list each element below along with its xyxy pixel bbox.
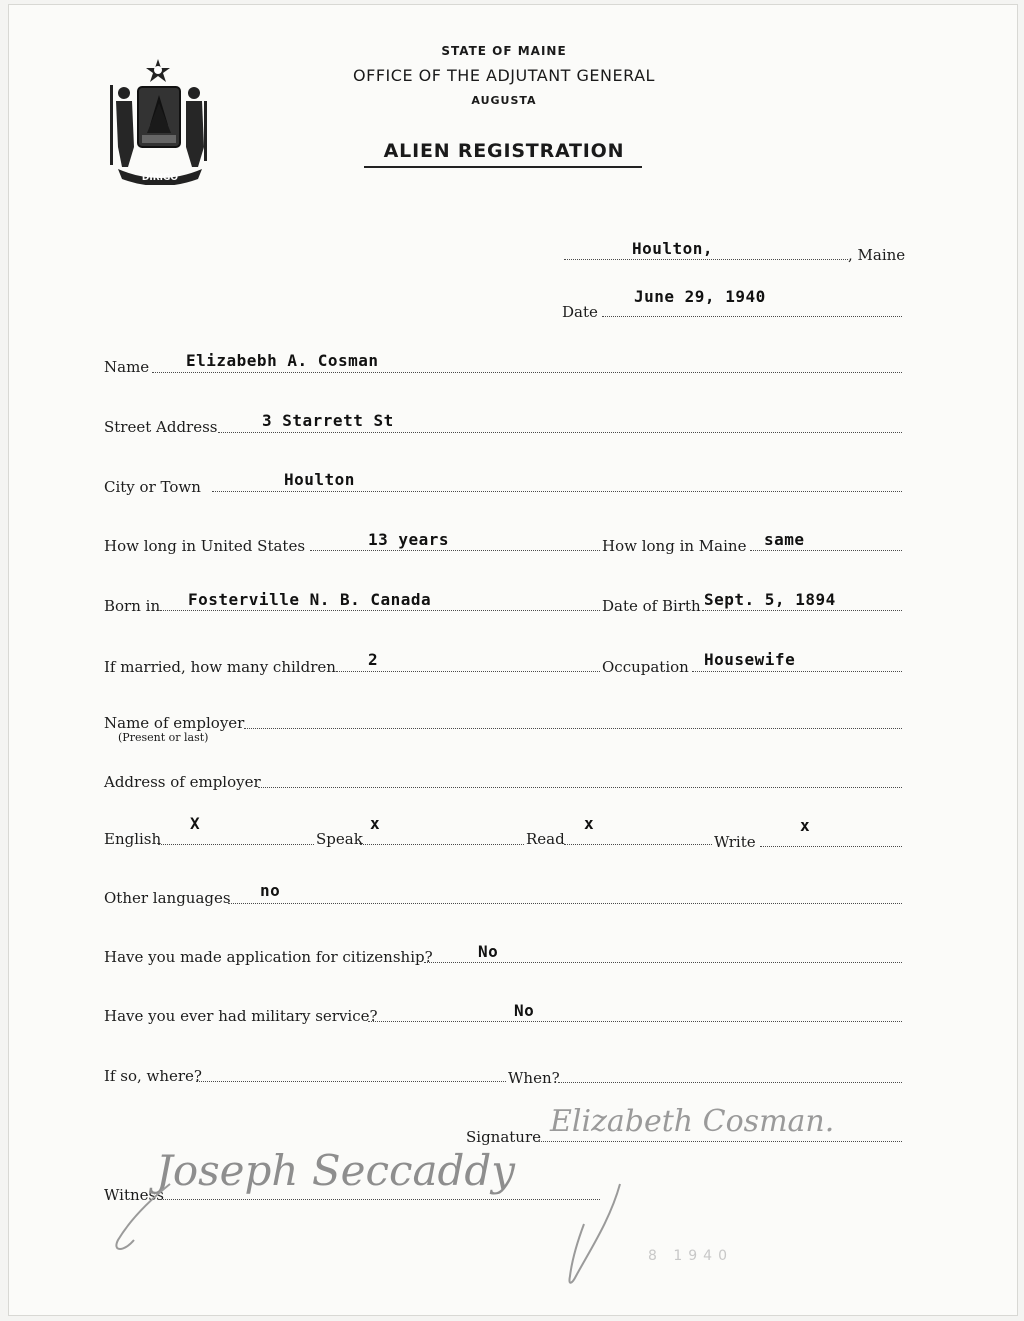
how-long-us-line: [310, 550, 600, 551]
place-suffix: , Maine: [848, 246, 906, 264]
where-label: If so, where?: [104, 1067, 202, 1085]
signature-value: Elizabeth Cosman.: [550, 1104, 835, 1139]
write-label: Write: [714, 833, 756, 851]
form-title: ALIEN REGISTRATION: [383, 140, 625, 162]
how-long-maine-label: How long in Maine: [602, 537, 747, 555]
street-line: [218, 432, 902, 433]
city-line: [212, 491, 902, 492]
occupation-label: Occupation: [602, 658, 689, 676]
children-label: If married, how many children: [104, 658, 336, 676]
speak-line: [360, 844, 524, 845]
witness-label: Witness: [104, 1186, 164, 1204]
speak-label: Speak: [316, 830, 363, 848]
where-line: [196, 1081, 506, 1082]
when-label: When?: [508, 1069, 560, 1087]
date-line: [602, 316, 902, 317]
date-label: Date: [562, 303, 598, 321]
military-label: Have you ever had military service?: [104, 1007, 378, 1025]
other-languages-line: [228, 903, 902, 904]
other-languages-value: no: [260, 881, 281, 900]
write-line: [760, 846, 902, 847]
header-state: STATE OF MAINE: [441, 44, 567, 58]
dob-label: Date of Birth: [602, 597, 701, 615]
witness-line: [160, 1199, 600, 1200]
header-office: OFFICE OF THE ADJUTANT GENERAL: [353, 66, 655, 85]
employer-name-label: Name of employer: [104, 714, 245, 732]
write-value: x: [800, 816, 811, 835]
witness-flourish: [110, 1180, 180, 1260]
when-line: [558, 1082, 902, 1083]
born-in-value: Fosterville N. B. Canada: [188, 590, 432, 609]
street-value: 3 Starrett St: [262, 411, 394, 430]
name-label: Name: [104, 358, 150, 376]
how-long-us-label: How long in United States: [104, 537, 306, 555]
born-in-label: Born in: [104, 597, 161, 615]
employer-name-line: [244, 728, 902, 729]
born-in-line: [160, 610, 600, 611]
name-line: [152, 372, 902, 373]
read-line: [564, 844, 712, 845]
employer-address-line: [258, 787, 902, 788]
speak-value: x: [370, 814, 381, 833]
read-value: x: [584, 814, 595, 833]
citizenship-value: No: [478, 942, 499, 961]
read-label: Read: [526, 830, 565, 848]
witness-signature: Joseph Seccaddy: [156, 1146, 516, 1195]
military-value: No: [514, 1001, 535, 1020]
date-value: June 29, 1940: [634, 287, 766, 306]
english-line: [158, 844, 314, 845]
employer-name-sublabel: (Present or last): [118, 731, 209, 744]
place-line: [564, 259, 848, 260]
header-city: AUGUSTA: [471, 94, 537, 107]
how-long-maine-line: [750, 550, 902, 551]
received-stamp: 8 1940: [648, 1248, 733, 1264]
dob-line: [702, 610, 902, 611]
dob-value: Sept. 5, 1894: [704, 590, 836, 609]
witness-tail-flourish: [560, 1180, 630, 1290]
english-label: English: [104, 830, 162, 848]
english-value: X: [190, 814, 201, 833]
signature-label: Signature: [466, 1128, 542, 1146]
other-languages-label: Other languages: [104, 889, 231, 907]
svg-text:DIRIGO: DIRIGO: [141, 173, 179, 183]
place-value: Houlton,: [632, 239, 714, 258]
title-underline: [364, 166, 642, 168]
children-value: 2: [368, 650, 379, 669]
employer-address-label: Address of employer: [104, 773, 261, 791]
name-value: Elizabebh A. Cosman: [186, 351, 379, 370]
city-label: City or Town: [104, 478, 201, 496]
citizenship-label: Have you made application for citizenship?: [104, 948, 433, 966]
how-long-us-value: 13 years: [368, 530, 450, 549]
signature-line: [536, 1141, 902, 1142]
citizenship-line: [424, 962, 902, 963]
military-line: [368, 1021, 902, 1022]
occupation-line: [692, 671, 902, 672]
children-line: [336, 671, 600, 672]
city-value: Houlton: [284, 470, 355, 489]
how-long-maine-value: same: [764, 530, 805, 549]
occupation-value: Housewife: [704, 650, 796, 669]
street-label: Street Address: [104, 418, 218, 436]
